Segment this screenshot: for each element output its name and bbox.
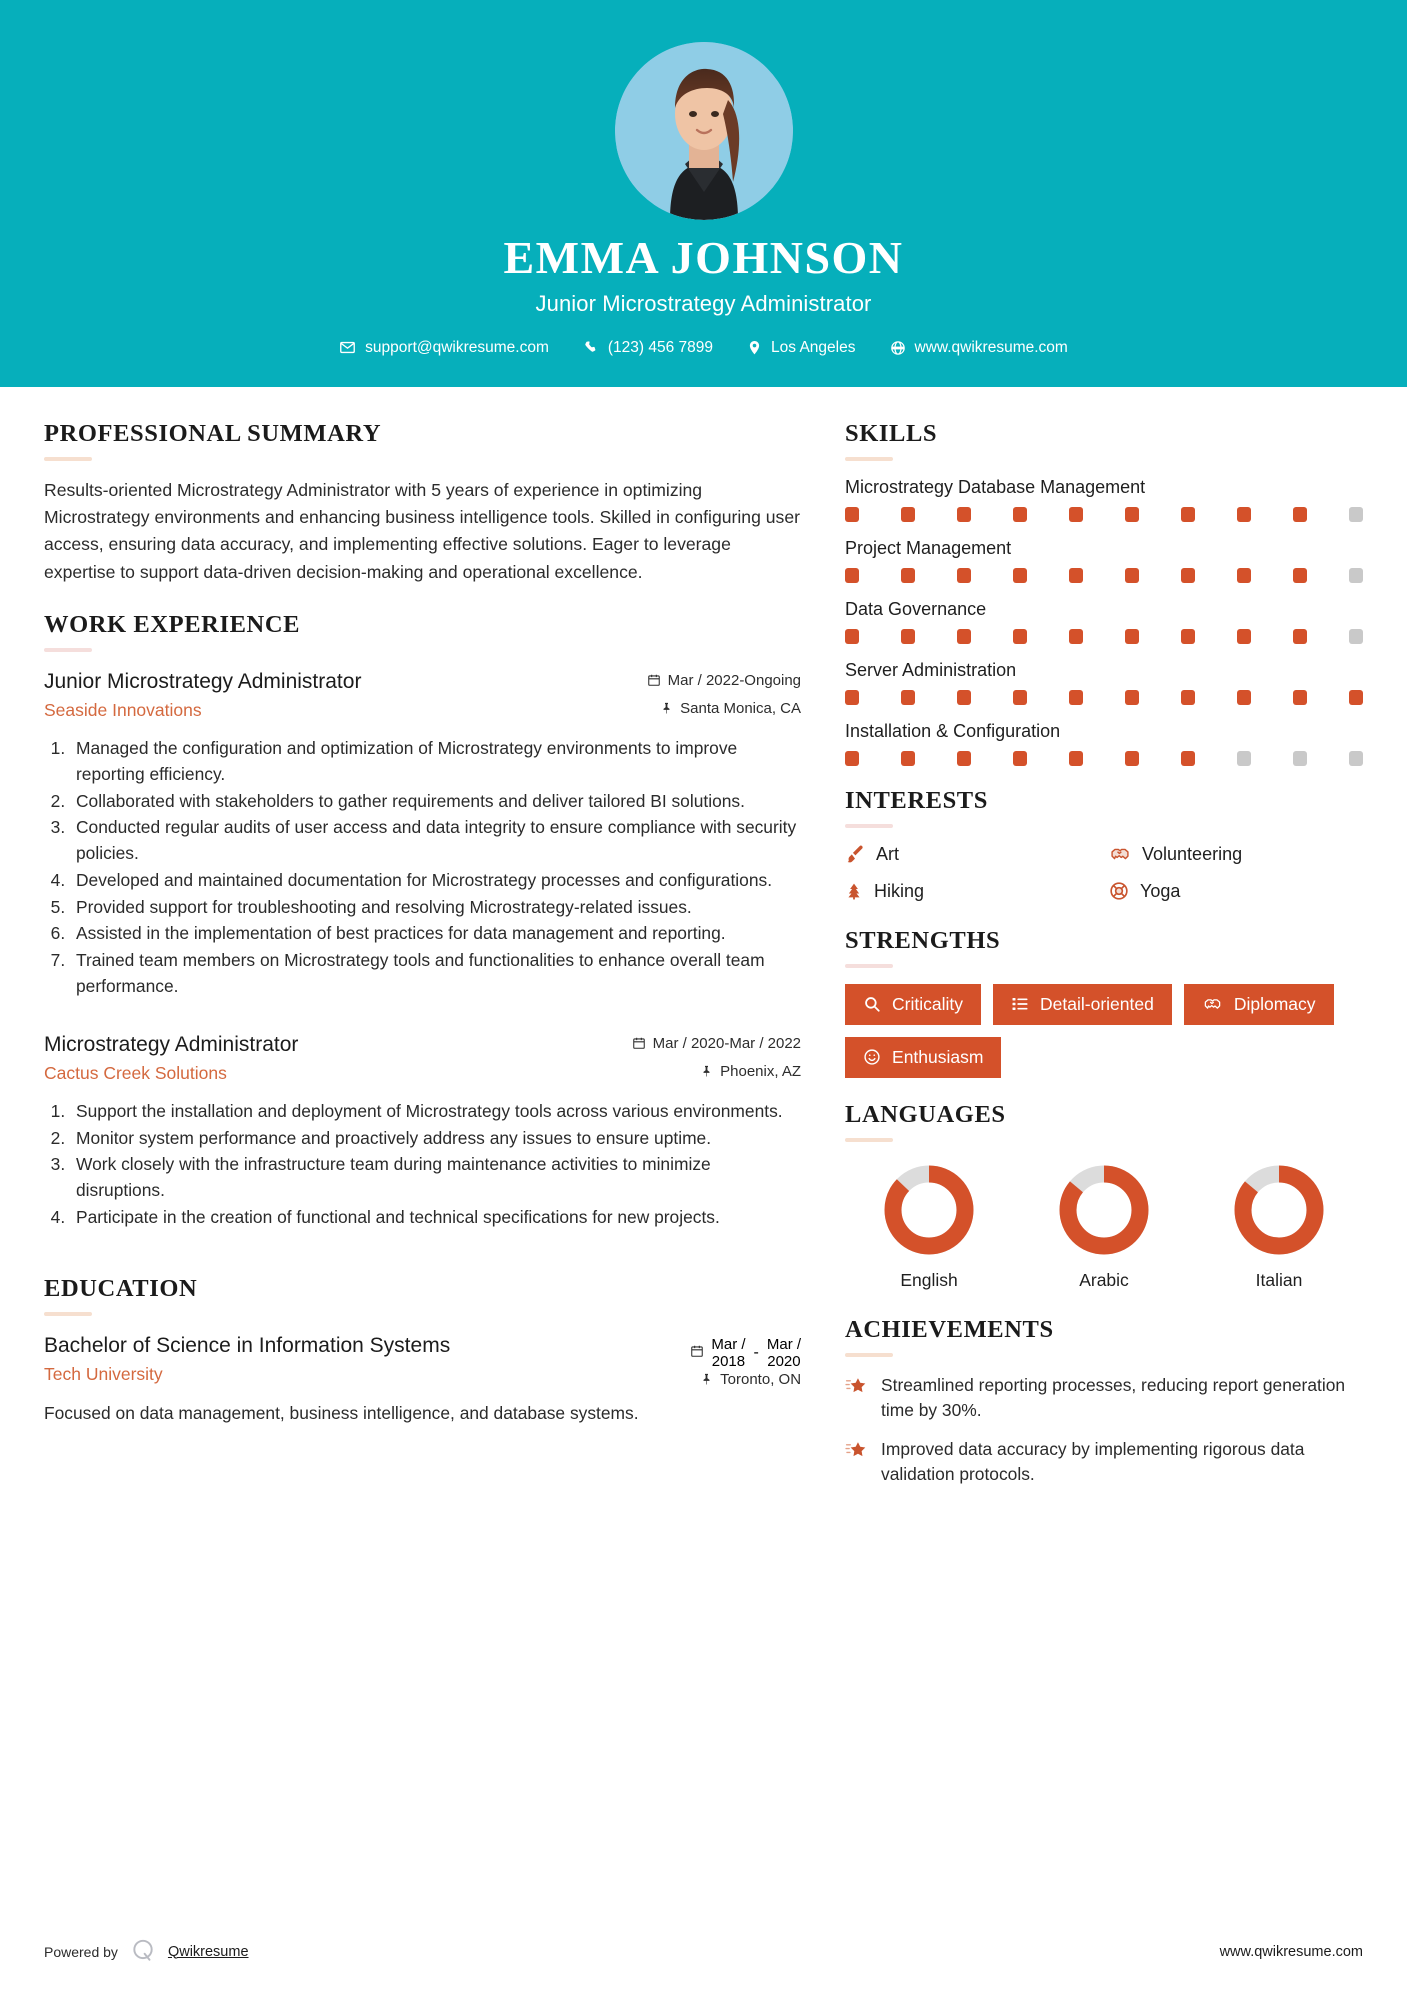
skill-dot-filled xyxy=(1069,751,1083,766)
calendar-icon xyxy=(632,1036,646,1050)
languages-heading: LANGUAGES xyxy=(845,1100,1006,1128)
footer-website[interactable]: www.qwikresume.com xyxy=(1219,1943,1363,1960)
list-item: 7. Trained team members on Microstrategy tools and functionalities to enhance overall team performance. xyxy=(70,948,801,1000)
strength-label: Enthusiasm xyxy=(892,1046,984,1067)
language-label: English xyxy=(900,1269,958,1290)
job-location-text: Santa Monica, CA xyxy=(680,699,802,717)
list-item: 6. Assisted in the implementation of best practices for data management and reporting. xyxy=(70,921,801,947)
skill-dot-filled xyxy=(1181,690,1195,705)
globe-icon xyxy=(890,340,906,356)
section-languages xyxy=(845,1102,1363,1291)
strengths-heading: STRENGTHS xyxy=(845,926,1001,954)
education-location xyxy=(690,1371,801,1388)
interest-item xyxy=(1109,881,1363,902)
skill-dot-filled xyxy=(1125,629,1139,644)
skill-dot-empty xyxy=(1237,751,1251,766)
language-item xyxy=(1195,1158,1363,1291)
skill-dot-filled xyxy=(1181,751,1195,766)
contact-website-text: www.qwikresume.com xyxy=(914,338,1068,356)
list-item: 3. Work closely with the infrastructure team during maintenance activities to minimize disruptions. xyxy=(70,1152,801,1204)
skill-dot-filled xyxy=(1125,690,1139,705)
skill-dot-empty xyxy=(1293,751,1307,766)
section-strengths xyxy=(845,928,1363,1078)
interests-grid xyxy=(845,844,1363,902)
skill-label: Installation & Configuration xyxy=(845,720,1061,741)
strength-tag-detail-oriented[interactable] xyxy=(993,984,1172,1025)
skill-dot-empty xyxy=(1349,629,1363,644)
job-title: Junior Microstrategy Administrator xyxy=(535,290,872,316)
strength-label: Detail-oriented xyxy=(1040,993,1154,1014)
section-divider xyxy=(44,1312,92,1316)
education-note: Focused on data management, business intelligence, and database systems. xyxy=(44,1402,639,1423)
skill-dot-filled xyxy=(1237,568,1251,583)
skill-rating xyxy=(845,751,1363,766)
skill-label: Data Governance xyxy=(845,598,987,619)
skill-dot-filled xyxy=(957,690,971,705)
resume-footer xyxy=(0,1911,1407,1990)
skill-dot-filled xyxy=(1013,751,1027,766)
skill-dot-filled xyxy=(901,568,915,583)
job-bullet-list xyxy=(44,1099,801,1231)
education-date-start xyxy=(711,1336,745,1371)
section-interests xyxy=(845,788,1363,902)
job-organization: Seaside Innovations xyxy=(44,700,202,721)
job-dates-text: Mar / 2022-Ongoing xyxy=(667,671,802,689)
skill-dot-filled xyxy=(1293,507,1307,522)
skill-rating xyxy=(845,507,1363,522)
section-skills xyxy=(845,421,1363,766)
pin-icon xyxy=(701,1372,713,1386)
skill-dot-filled xyxy=(901,751,915,766)
job-role: Junior Microstrategy Administrator xyxy=(44,669,362,693)
skill-dot-filled xyxy=(1013,568,1027,583)
paintbrush-icon xyxy=(845,844,865,864)
footer-brand-link[interactable]: Qwikresume xyxy=(167,1943,249,1960)
left-column xyxy=(44,421,801,1911)
section-professional-summary xyxy=(44,421,801,586)
envelope-icon xyxy=(339,339,356,356)
section-divider xyxy=(845,457,893,461)
skill-dot-filled xyxy=(1125,568,1139,583)
skill-dot-filled xyxy=(957,507,971,522)
skill-rating xyxy=(845,690,1363,705)
job-location-text: Phoenix, AZ xyxy=(720,1062,802,1080)
skill-dot-filled xyxy=(901,629,915,644)
pin-icon xyxy=(701,1064,713,1078)
strength-tag-enthusiasm[interactable] xyxy=(845,1037,1001,1078)
interest-label: Hiking xyxy=(874,880,925,901)
powered-by-label: Powered by xyxy=(44,1943,118,1960)
job-organization: Cactus Creek Solutions xyxy=(44,1062,227,1083)
skill-dot-filled xyxy=(1013,507,1027,522)
skill-dot-filled xyxy=(1013,690,1027,705)
education-date-start-year: 2018 xyxy=(711,1353,746,1371)
list-item: 1. Managed the configuration and optimization of Microstrategy environments to improve reporting efficiency. xyxy=(70,736,801,788)
language-donut-chart xyxy=(1227,1158,1331,1262)
achievement-text: Improved data accuracy by implementing rigorous data validation protocols. xyxy=(881,1439,1305,1485)
skill-rating xyxy=(845,568,1363,583)
summary-heading: PROFESSIONAL SUMMARY xyxy=(44,419,382,447)
job-location xyxy=(632,1063,801,1080)
contact-phone-text: (123) 456 7899 xyxy=(607,338,714,356)
skill-dot-filled xyxy=(1181,507,1195,522)
phone-icon xyxy=(583,340,599,356)
education-date-end xyxy=(767,1336,801,1371)
job-dates xyxy=(647,672,801,689)
strength-tag-diplomacy[interactable] xyxy=(1184,984,1334,1025)
contact-location-text: Los Angeles xyxy=(771,338,856,356)
contact-email[interactable] xyxy=(322,339,566,357)
job-role: Microstrategy Administrator xyxy=(44,1032,299,1056)
skill-dot-filled xyxy=(845,629,859,644)
language-item xyxy=(1020,1158,1188,1291)
skill-dot-filled xyxy=(1237,629,1251,644)
skill-dot-filled xyxy=(845,568,859,583)
skills-list xyxy=(845,477,1363,766)
skill-dot-filled xyxy=(1069,507,1083,522)
handshake-icon xyxy=(1202,995,1223,1013)
search-icon xyxy=(863,995,881,1013)
interest-label: Volunteering xyxy=(1142,843,1243,864)
tree-icon xyxy=(845,881,863,902)
skill-label: Server Administration xyxy=(845,659,1017,680)
list-item: 2. Monitor system performance and proactively address any issues to ensure uptime. xyxy=(70,1126,801,1152)
calendar-icon xyxy=(690,1344,704,1363)
interests-heading: INTERESTS xyxy=(845,786,988,814)
experience-entry xyxy=(44,1031,801,1231)
star-icon xyxy=(845,1437,868,1462)
job-location xyxy=(647,700,801,717)
education-date-end-year: 2020 xyxy=(767,1353,801,1371)
date-separator: - xyxy=(753,1344,759,1362)
skill-dot-filled xyxy=(845,751,859,766)
list-item: 3. Conducted regular audits of user access and data integrity to ensure compliance with security policies. xyxy=(70,815,801,867)
job-bullet-list xyxy=(44,736,801,1000)
strength-label: Criticality xyxy=(892,993,964,1014)
skill-dot-filled xyxy=(1125,751,1139,766)
skill-dot-filled xyxy=(1013,629,1027,644)
skill-dot-filled xyxy=(1069,629,1083,644)
interest-item xyxy=(845,881,1099,902)
avatar-photo-icon xyxy=(615,42,793,220)
strength-tag-criticality[interactable] xyxy=(845,984,981,1025)
skill-label: Project Management xyxy=(845,537,1012,558)
language-label: Italian xyxy=(1255,1269,1303,1290)
skill-dot-filled xyxy=(1125,507,1139,522)
qwikresume-logo-icon xyxy=(130,1937,156,1966)
education-dates xyxy=(690,1336,801,1371)
resume-header xyxy=(0,0,1407,387)
language-donut-chart xyxy=(877,1158,981,1262)
star-icon xyxy=(845,1373,868,1398)
interest-label: Yoga xyxy=(1140,880,1181,901)
interest-item xyxy=(845,844,1099,865)
list-item: 1. Support the installation and deployment of Microstrategy tools across various environments. xyxy=(70,1099,801,1125)
contact-email-text: support@qwikresume.com xyxy=(365,338,549,356)
skill-dot-filled xyxy=(957,751,971,766)
education-degree: Bachelor of Science in Information Systems xyxy=(44,1333,451,1357)
smiley-icon xyxy=(863,1048,881,1066)
section-work-experience xyxy=(44,612,801,1231)
achievement-text: Streamlined reporting processes, reducing report generation time by 30%. xyxy=(881,1374,1346,1420)
education-location-text: Toronto, ON xyxy=(720,1370,802,1388)
avatar xyxy=(615,42,793,220)
experience-heading: WORK EXPERIENCE xyxy=(44,610,301,638)
skill-dot-empty xyxy=(1349,568,1363,583)
languages-list xyxy=(845,1158,1363,1291)
list-item: 4. Participate in the creation of functional and technical specifications for new projects. xyxy=(70,1205,801,1231)
language-label: Arabic xyxy=(1079,1269,1129,1290)
contact-website[interactable] xyxy=(873,339,1085,357)
skill-rating xyxy=(845,629,1363,644)
list-icon xyxy=(1011,995,1029,1013)
list-item: 5. Provided support for troubleshooting and resolving Microstrategy-related issues. xyxy=(70,895,801,921)
education-date-end-month: Mar / xyxy=(766,1335,802,1353)
skill-dot-filled xyxy=(845,690,859,705)
skill-label: Microstrategy Database Management xyxy=(845,476,1146,497)
skill-dot-filled xyxy=(1181,568,1195,583)
pin-icon xyxy=(661,701,673,715)
lifebuoy-icon xyxy=(1109,881,1129,901)
language-item xyxy=(845,1158,1013,1291)
section-divider xyxy=(845,824,893,828)
job-dates-text: Mar / 2020-Mar / 2022 xyxy=(652,1034,802,1052)
skill-dot-filled xyxy=(957,629,971,644)
achievement-item xyxy=(845,1437,1363,1487)
skill-dot-filled xyxy=(901,507,915,522)
page-title: EMMA JOHNSON xyxy=(503,232,904,283)
skill-dot-filled xyxy=(1069,690,1083,705)
section-divider xyxy=(845,1353,893,1357)
experience-entry xyxy=(44,668,801,1000)
skill-dot-empty xyxy=(1349,751,1363,766)
language-donut-chart xyxy=(1052,1158,1156,1262)
handshake-icon xyxy=(1109,844,1131,864)
skills-heading: SKILLS xyxy=(845,419,938,447)
list-item: 4. Developed and maintained documentation for Microstrategy processes and configurations. xyxy=(70,868,801,894)
achievement-item xyxy=(845,1373,1363,1423)
list-item: 2. Collaborated with stakeholders to gather requirements and deliver tailored BI solutions. xyxy=(70,789,801,815)
resume-body xyxy=(0,387,1407,1911)
skill-dot-filled xyxy=(957,568,971,583)
strength-label: Diplomacy xyxy=(1233,993,1316,1014)
section-divider xyxy=(845,1138,893,1142)
section-education xyxy=(44,1276,801,1426)
calendar-icon xyxy=(647,673,661,687)
education-organization: Tech University xyxy=(44,1363,163,1384)
education-date-start-month: Mar / xyxy=(711,1335,746,1353)
skill-dot-filled xyxy=(1237,507,1251,522)
education-heading: EDUCATION xyxy=(44,1274,198,1302)
interest-item xyxy=(1109,844,1363,865)
contact-bar xyxy=(0,339,1407,357)
skill-dot-empty xyxy=(1349,507,1363,522)
right-column xyxy=(845,421,1363,1911)
section-divider xyxy=(845,964,893,968)
skill-dot-filled xyxy=(845,507,859,522)
achievements-heading: ACHIEVEMENTS xyxy=(845,1315,1054,1343)
skill-dot-filled xyxy=(901,690,915,705)
map-pin-icon xyxy=(747,339,762,356)
skill-dot-filled xyxy=(1293,690,1307,705)
interest-label: Art xyxy=(876,843,900,864)
skill-dot-filled xyxy=(1069,568,1083,583)
skill-dot-filled xyxy=(1237,690,1251,705)
contact-phone[interactable] xyxy=(566,339,730,357)
section-achievements xyxy=(845,1317,1363,1488)
strengths-tag-list xyxy=(845,984,1363,1078)
section-divider xyxy=(44,457,92,461)
skill-dot-filled xyxy=(1349,690,1363,705)
summary-text: Results-oriented Microstrategy Administrator with 5 years of experience in optimizing Microstrategy environments and enhancing business intelligence tools. Skilled in configuring user access, ensuring data accuracy, and implementing effective solutions. Eager to leverage expertise to support data-driven decision-making and operational excellence. xyxy=(44,479,800,582)
skill-dot-filled xyxy=(1293,568,1307,583)
skill-dot-filled xyxy=(1293,629,1307,644)
job-dates xyxy=(632,1035,801,1052)
skill-dot-filled xyxy=(1181,629,1195,644)
section-divider xyxy=(44,648,92,652)
contact-location[interactable] xyxy=(730,339,872,357)
